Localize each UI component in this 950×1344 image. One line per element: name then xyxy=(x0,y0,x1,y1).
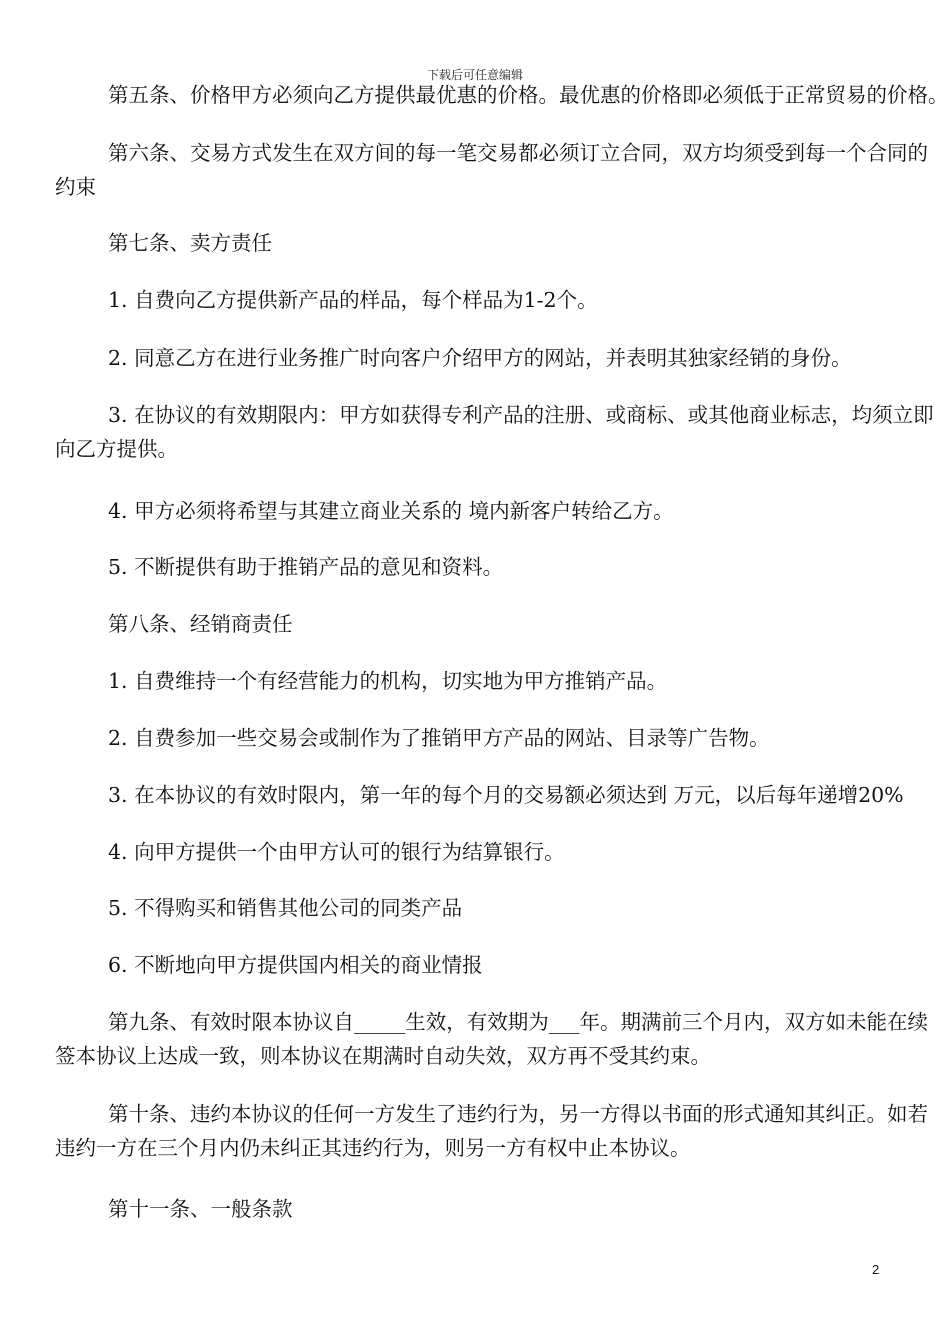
list-item-continuation: 向乙方提供。 xyxy=(55,437,178,461)
page-number: 2 xyxy=(872,1262,880,1277)
article-9-line-2: 签本协议上达成一致，则本协议在期满时自动失效，双方再不受其约束。 xyxy=(55,1044,711,1068)
list-item: 4. 甲方必须将希望与其建立商业关系的 境内新客户转给乙方。 xyxy=(108,499,674,523)
list-item: 3. 在协议的有效期限内：甲方如获得专利产品的注册、或商标、或其他商业标志，均须立即 xyxy=(108,403,934,427)
article-6-line-2: 约束 xyxy=(55,175,96,199)
article-11-heading: 第十一条、一般条款 xyxy=(108,1197,293,1221)
list-item: 5. 不断提供有助于推销产品的意见和资料。 xyxy=(108,555,504,579)
list-item: 2. 同意乙方在进行业务推广时向客户介绍甲方的网站，并表明其独家经销的身份。 xyxy=(108,346,852,370)
article-10-line-1: 第十条、违约本协议的任何一方发生了违约行为，另一方得以书面的形式通知其纠正。如若 xyxy=(108,1102,928,1126)
list-item: 1. 自费维持一个有经营能力的机构，切实地为甲方推销产品。 xyxy=(108,669,668,693)
list-item: 6. 不断地向甲方提供国内相关的商业情报 xyxy=(108,953,483,977)
article-9-line-1: 第九条、有效时限本协议自_____生效，有效期为___年。期满前三个月内，双方如未能在续 xyxy=(108,1010,928,1034)
article-7-heading: 第七条、卖方责任 xyxy=(108,231,272,255)
article-10-line-2: 违约一方在三个月内仍未纠正其违约行为，则另一方有权中止本协议。 xyxy=(55,1136,691,1160)
page-header: 下载后可任意编辑 xyxy=(426,68,523,82)
article-5: 第五条、价格甲方必须向乙方提供最优惠的价格。最优惠的价格即必须低于正常贸易的价格。 xyxy=(108,83,949,107)
list-item: 3. 在本协议的有效时限内，第一年的每个月的交易额必须达到 万元，以后每年递增20% xyxy=(108,783,904,807)
article-8-heading: 第八条、经销商责任 xyxy=(108,612,293,636)
list-item: 1. 自费向乙方提供新产品的样品，每个样品为1-2个。 xyxy=(108,288,598,312)
list-item: 2. 自费参加一些交易会或制作为了推销甲方产品的网站、目录等广告物。 xyxy=(108,726,770,750)
list-item: 4. 向甲方提供一个由甲方认可的银行为结算银行。 xyxy=(108,840,565,864)
article-6-line-1: 第六条、交易方式发生在双方间的每一笔交易都必须订立合同，双方均须受到每一个合同的 xyxy=(108,141,928,165)
list-item: 5. 不得购买和销售其他公司的同类产品 xyxy=(108,896,463,920)
